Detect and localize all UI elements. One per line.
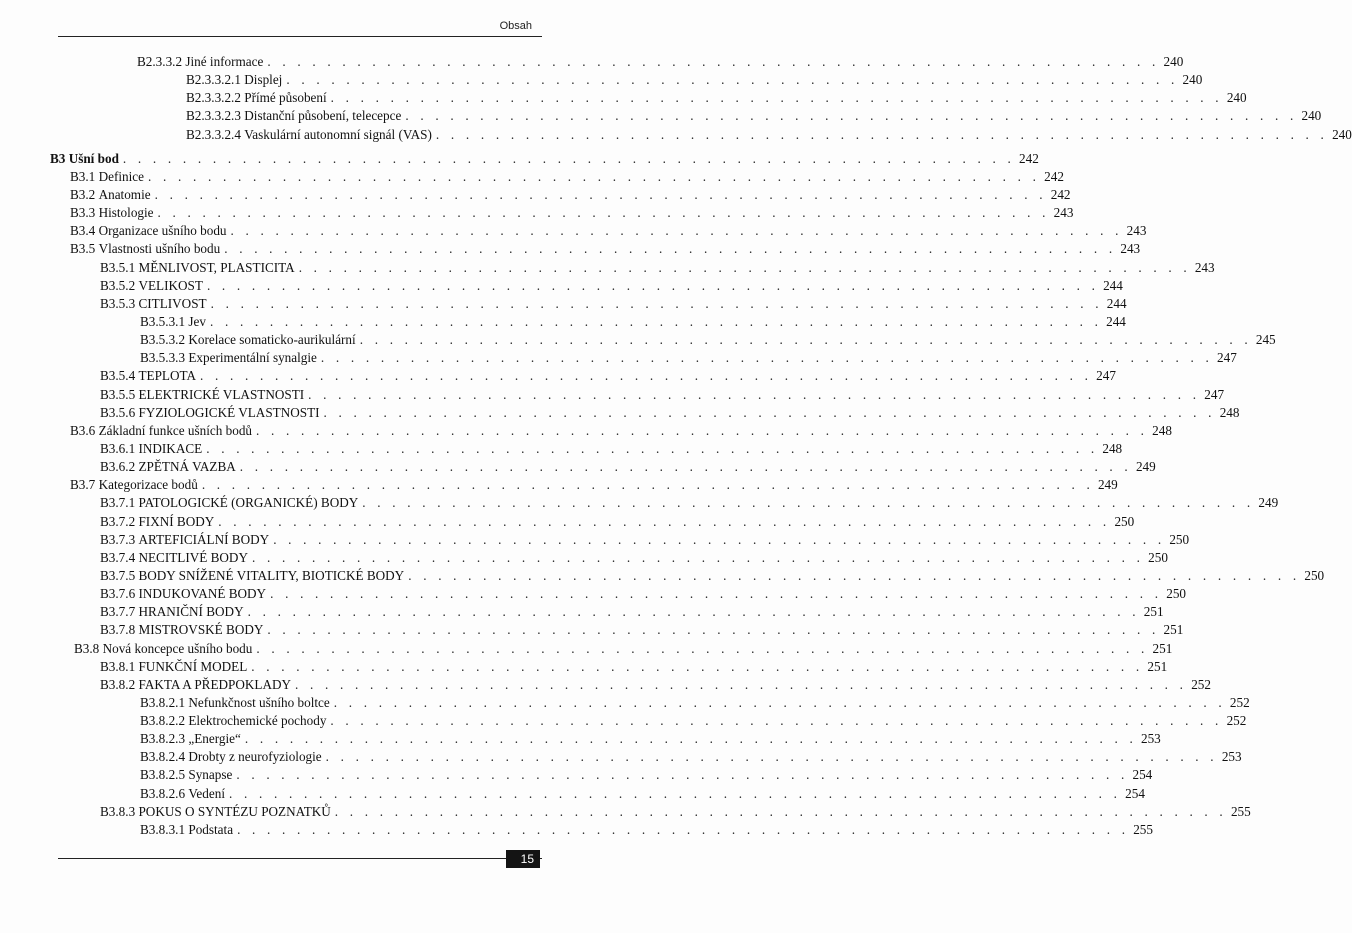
toc-entry-number: B3.2: [70, 186, 96, 202]
toc-row: [0, 730, 1161, 748]
toc-row: [0, 476, 1118, 494]
toc-entry-number: B3.5: [70, 241, 96, 257]
dot-leader: . . . . . . . . . . . . . . . . . . . . . . . . . . . . . . . . . . . . . . . . . . . . . . . . . . . . . . . . . . . .: [325, 749, 1218, 765]
toc-entry[interactable]: [100, 259, 1215, 277]
toc-entry[interactable]: [140, 748, 1242, 766]
toc-entry-title: POKUS O SYNTÉZU POZNATKŮ: [138, 803, 331, 819]
toc-entry[interactable]: [140, 349, 1237, 367]
toc-entry-number: B3.8.2.3: [140, 731, 186, 747]
dot-leader: . . . . . . . . . . . . . . . . . . . . . . . . . . . . . . . . . . . . . . . . . . . . . . . . . . . . . . . . . . . .: [267, 54, 1160, 69]
toc-entry-title: HRANIČNÍ BODY: [138, 604, 244, 620]
toc-entry[interactable]: [70, 240, 1141, 258]
toc-entry-title: Podstata: [188, 821, 234, 837]
toc-entry-page: 244: [1106, 295, 1127, 311]
toc-entry-page: 244: [1103, 277, 1123, 293]
toc-entry[interactable]: [100, 458, 1156, 476]
dot-leader: . . . . . . . . . . . . . . . . . . . . . . . . . . . . . . . . . . . . . . . . . . . . . . . . . . . . . . . . . . . .: [210, 295, 1103, 311]
toc-entry-title: FUNKČNÍ MODEL: [138, 658, 248, 674]
toc-entry-page: 250: [1114, 513, 1135, 529]
toc-entry-number: B3.7.8: [100, 622, 136, 638]
toc-entry-page: 249: [1135, 459, 1156, 475]
toc-entry-title: „Energie“: [188, 731, 241, 747]
dot-leader: . . . . . . . . . . . . . . . . . . . . . . . . . . . . . . . . . . . . . . . . . . . . . . . . . . . . . . . . . . . .: [228, 785, 1122, 801]
toc-entry-number: B3.5.3: [100, 295, 136, 311]
toc-entry-page: 252: [1226, 713, 1247, 729]
toc-entry-title: FYZIOLOGICKÉ VLASTNOSTI: [138, 404, 320, 420]
dot-leader: . . . . . . . . . . . . . . . . . . . . . . . . . . . . . . . . . . . . . . . . . . . . . . . . . . . . . . . . . . . .: [273, 531, 1166, 547]
toc-entry[interactable]: [186, 126, 1352, 144]
toc-entry[interactable]: [100, 367, 1116, 385]
toc-entry-number: B3.8.1: [100, 658, 136, 674]
toc-entry-number: B3.7.7: [100, 604, 136, 620]
toc-row: [0, 150, 1039, 168]
toc-entry-page: 245: [1255, 332, 1276, 348]
toc-entry[interactable]: [74, 640, 1173, 658]
toc-entry-number: B3.5.6: [100, 404, 136, 420]
toc-entry-page: 252: [1229, 694, 1250, 710]
toc-row: [0, 204, 1074, 222]
dot-leader: . . . . . . . . . . . . . . . . . . . . . . . . . . . . . . . . . . . . . . . . . . . . . . . . . . . . . . . . . . . .: [295, 676, 1188, 692]
toc-entry-title: Drobty z neurofyziologie: [188, 749, 322, 765]
toc-entry-title: Vedení: [188, 785, 225, 801]
toc-entry[interactable]: [100, 513, 1135, 531]
toc-row: [0, 422, 1172, 440]
toc-entry-number: B3.7.1: [100, 495, 136, 511]
toc-entry-number: B3.7.3: [100, 531, 136, 547]
toc-entry[interactable]: [100, 585, 1186, 603]
running-header: Obsah: [499, 20, 532, 32]
toc-row: [0, 222, 1147, 240]
toc-entry-number: B3.5.3.2: [140, 332, 186, 348]
toc-entry-number: B3.5.3.3: [140, 350, 186, 366]
dot-leader: . . . . . . . . . . . . . . . . . . . . . . . . . . . . . . . . . . . . . . . . . . . . . . . . . . . . . . . . . . . .: [308, 386, 1201, 402]
toc-entry-number: B2.3.3.2.1: [186, 72, 241, 88]
toc-entry[interactable]: [140, 313, 1126, 331]
toc-entry-number: B3.8.2.1: [140, 694, 186, 710]
toc-row: [0, 621, 1184, 639]
toc-row: [0, 168, 1064, 186]
toc-entry-title: Nefunkčnost ušního boltce: [188, 694, 330, 710]
toc-entry-title: NECITLIVÉ BODY: [138, 549, 248, 565]
toc-row: [0, 803, 1251, 821]
toc-entry[interactable]: [140, 730, 1161, 748]
dot-leader: . . . . . . . . . . . . . . . . . . . . . . . . . . . . . . . . . . . . . . . . . . . . . . . . . . . . . . . . . . . .: [323, 404, 1216, 420]
toc-entry-title: FIXNÍ BODY: [138, 513, 215, 529]
toc-entry-number: B3.5.3.1: [140, 313, 186, 329]
toc-entry-title: Elektrochemické pochody: [188, 713, 327, 729]
dot-leader: . . . . . . . . . . . . . . . . . . . . . . . . . . . . . . . . . . . . . . . . . . . . . . . . . . . . . . . . . . . .: [330, 713, 1223, 729]
toc-entry-page: 255: [1133, 821, 1153, 837]
toc-entry[interactable]: [186, 107, 1322, 125]
toc-entry-title: Experimentální synalgie: [188, 350, 317, 366]
toc-entry-title: Vaskulární autonomní signál (VAS): [244, 126, 432, 142]
dot-leader: . . . . . . . . . . . . . . . . . . . . . . . . . . . . . . . . . . . . . . . . . . . . . . . . . . . . . . . . . . . .: [359, 332, 1252, 348]
toc-entry[interactable]: [70, 476, 1118, 494]
toc-entry-number: B3.3: [70, 205, 96, 221]
toc-row: [0, 513, 1135, 531]
toc-entry[interactable]: [100, 676, 1211, 694]
toc-entry-page: 240: [1226, 90, 1247, 106]
toc-entry-title: INDUKOVANÉ BODY: [138, 586, 267, 602]
toc-entry-number: B2.3.3.2.2: [186, 90, 241, 106]
dot-leader: . . . . . . . . . . . . . . . . . . . . . . . . . . . . . . . . . . . . . . . . . . . . . . . . . . . . . . . . . . . .: [405, 108, 1298, 124]
toc-row: [0, 821, 1153, 839]
dot-leader: . . . . . . . . . . . . . . . . . . . . . . . . . . . . . . . . . . . . . . . . . . . . . . . . . . . . . . . . . . . .: [122, 150, 1016, 166]
toc-entry[interactable]: [140, 694, 1250, 712]
toc-entry-number: B3.6.2: [100, 459, 136, 475]
toc-entry-title: MĚNLIVOST, PLASTICITA: [138, 259, 295, 275]
toc-row: [0, 640, 1173, 658]
toc-row: [0, 259, 1215, 277]
toc-entry[interactable]: [70, 186, 1071, 204]
toc-entry-number: B3.7.6: [100, 586, 136, 602]
toc-entry-title: Distanční působení, telecepce: [244, 108, 402, 124]
dot-leader: . . . . . . . . . . . . . . . . . . . . . . . . . . . . . . . . . . . . . . . . . . . . . . . . . . . . . . . . . . . .: [209, 313, 1103, 329]
toc-entry-page: 249: [1258, 495, 1279, 511]
toc-entry-page: 253: [1221, 749, 1242, 765]
dot-leader: . . . . . . . . . . . . . . . . . . . . . . . . . . . . . . . . . . . . . . . . . . . . . . . . . . . . . . . . . . . .: [251, 658, 1144, 674]
toc-entry[interactable]: [100, 531, 1190, 549]
toc-entry-number: B3.8.2: [100, 676, 136, 692]
toc-entry-number: B3.4: [70, 223, 96, 239]
dot-leader: . . . . . . . . . . . . . . . . . . . . . . . . . . . . . . . . . . . . . . . . . . . . . . . . . . . . . . . . . . . .: [256, 640, 1149, 656]
toc-entry[interactable]: [100, 386, 1225, 404]
toc-entry-number: B3.7.4: [100, 549, 136, 565]
toc-row: [0, 277, 1123, 295]
toc-row: [0, 585, 1186, 603]
toc-entry-page: 250: [1166, 586, 1186, 602]
toc-row: [0, 440, 1123, 458]
dot-leader: . . . . . . . . . . . . . . . . . . . . . . . . . . . . . . . . . . . . . . . . . . . . . . . . . . . . . . . . . . . .: [256, 422, 1149, 438]
dot-leader: . . . . . . . . . . . . . . . . . . . . . . . . . . . . . . . . . . . . . . . . . . . . . . . . . . . . . . . . . . . .: [218, 513, 1111, 529]
toc-row: [0, 567, 1325, 585]
toc-entry-number: B3.8.2.6: [140, 785, 186, 801]
toc-entry[interactable]: [140, 785, 1145, 803]
toc-entry-page: 251: [1163, 622, 1184, 638]
toc-row: [0, 766, 1153, 784]
toc-entry-title: Vlastnosti ušního bodu: [98, 241, 221, 257]
toc-entry-number: B3.8.2.4: [140, 749, 186, 765]
toc-entry-page: 250: [1304, 567, 1325, 583]
toc-entry[interactable]: [140, 331, 1276, 349]
dot-leader: . . . . . . . . . . . . . . . . . . . . . . . . . . . . . . . . . . . . . . . . . . . . . . . . . . . . . . . . . . . .: [201, 477, 1094, 493]
toc-entry[interactable]: [140, 712, 1247, 730]
dot-leader: . . . . . . . . . . . . . . . . . . . . . . . . . . . . . . . . . . . . . . . . . . . . . . . . . . . . . . . . . . . .: [362, 495, 1255, 511]
footer-rule: [58, 858, 542, 859]
dot-leader: . . . . . . . . . . . . . . . . . . . . . . . . . . . . . . . . . . . . . . . . . . . . . . . . . . . . . . . . . . . .: [200, 368, 1093, 384]
toc-row: [0, 186, 1071, 204]
page-number: 15: [506, 850, 540, 868]
toc-row: [0, 494, 1279, 512]
toc-entry-page: 251: [1143, 604, 1164, 620]
toc-row: [0, 71, 1203, 89]
toc-entry-page: 254: [1132, 767, 1153, 783]
toc-entry-title: INDIKACE: [138, 440, 203, 456]
toc-entry-title: ZPĚTNÁ VAZBA: [138, 459, 236, 475]
toc-entry-number: B3.6: [70, 422, 96, 438]
toc-row: [0, 126, 1352, 144]
toc-entry[interactable]: [100, 440, 1123, 458]
dot-leader: . . . . . . . . . . . . . . . . . . . . . . . . . . . . . . . . . . . . . . . . . . . . . . . . . . . . . . . . . . . .: [230, 223, 1123, 239]
toc-row: [0, 89, 1247, 107]
toc-entry-title: FAKTA A PŘEDPOKLADY: [138, 676, 292, 692]
toc-entry[interactable]: [70, 422, 1172, 440]
toc-row: [0, 107, 1322, 125]
dot-leader: . . . . . . . . . . . . . . . . . . . . . . . . . . . . . . . . . . . . . . . . . . . . . . . . . . . . . . . . . . . .: [333, 694, 1226, 710]
toc-entry-title: CITLIVOST: [138, 295, 207, 311]
toc-entry-title: Kategorizace bodů: [98, 477, 198, 493]
toc-entry-number: B3.5.4: [100, 368, 136, 384]
toc-row: [0, 712, 1247, 730]
table-of-contents: [0, 53, 1352, 839]
dot-leader: . . . . . . . . . . . . . . . . . . . . . . . . . . . . . . . . . . . . . . . . . . . . . . . . . . . . . . . . . . . .: [157, 205, 1050, 221]
dot-leader: . . . . . . . . . . . . . . . . . . . . . . . . . . . . . . . . . . . . . . . . . . . . . . . . . . . . . . . . . . . .: [286, 72, 1179, 88]
dot-leader: . . . . . . . . . . . . . . . . . . . . . . . . . . . . . . . . . . . . . . . . . . . . . . . . . . . . . . . . . . . .: [147, 168, 1041, 184]
toc-entry-page: 251: [1152, 640, 1173, 656]
toc-entry-number: B3.6.1: [100, 440, 136, 456]
toc-row: [0, 531, 1190, 549]
toc-entry-page: 250: [1169, 531, 1190, 547]
toc-entry-title: PATOLOGICKÉ (ORGANICKÉ) BODY: [138, 495, 359, 511]
dot-leader: . . . . . . . . . . . . . . . . . . . . . . . . . . . . . . . . . . . . . . . . . . . . . . . . . . . . . . . . . . . .: [435, 126, 1329, 142]
toc-entry[interactable]: [100, 295, 1127, 313]
toc-entry-number: B3.5.1: [100, 259, 136, 275]
dot-leader: . . . . . . . . . . . . . . . . . . . . . . . . . . . . . . . . . . . . . . . . . . . . . . . . . . . . . . . . . . . .: [247, 604, 1140, 620]
dot-leader: . . . . . . . . . . . . . . . . . . . . . . . . . . . . . . . . . . . . . . . . . . . . . . . . . . . . . . . . . . . .: [270, 586, 1163, 602]
toc-entry[interactable]: [137, 53, 1184, 71]
dot-leader: . . . . . . . . . . . . . . . . . . . . . . . . . . . . . . . . . . . . . . . . . . . . . . . . . . . . . . . . . . . .: [239, 459, 1132, 475]
toc-entry-page: 240: [1182, 72, 1203, 88]
toc-row: [0, 603, 1164, 621]
toc-entry-number: B3.5.2: [100, 277, 136, 293]
toc-entry-page: 240: [1163, 54, 1184, 69]
toc-entry-page: 243: [1194, 259, 1215, 275]
toc-entry-page: 249: [1097, 477, 1118, 493]
toc-entry-number: B2.3.3.2: [137, 54, 183, 69]
toc-entry-number: B2.3.3.2.4: [186, 126, 241, 142]
dot-leader: . . . . . . . . . . . . . . . . . . . . . . . . . . . . . . . . . . . . . . . . . . . . . . . . . . . . . . . . . . . .: [334, 803, 1227, 819]
dot-leader: . . . . . . . . . . . . . . . . . . . . . . . . . . . . . . . . . . . . . . . . . . . . . . . . . . . . . . . . . . . .: [251, 549, 1145, 565]
toc-entry-page: 255: [1230, 803, 1251, 819]
toc-row: [0, 785, 1145, 803]
toc-entry-title: Jev: [188, 313, 206, 329]
toc-entry-page: 248: [1219, 404, 1240, 420]
toc-row: [0, 404, 1240, 422]
toc-entry-title: Nová koncepce ušního bodu: [102, 640, 253, 656]
toc-entry-title: Korelace somaticko-aurikulární: [188, 332, 356, 348]
toc-entry-title: Anatomie: [98, 186, 151, 202]
toc-entry[interactable]: [100, 549, 1168, 567]
dot-leader: . . . . . . . . . . . . . . . . . . . . . . . . . . . . . . . . . . . . . . . . . . . . . . . . . . . . . . . . . . . .: [320, 350, 1214, 366]
toc-entry[interactable]: [100, 567, 1325, 585]
toc-entry-title: TEPLOTA: [138, 368, 197, 384]
toc-entry-title: Histologie: [98, 205, 154, 221]
dot-leader: . . . . . . . . . . . . . . . . . . . . . . . . . . . . . . . . . . . . . . . . . . . . . . . . . . . . . . . . . . . .: [237, 821, 1130, 837]
toc-row: [0, 295, 1127, 313]
dot-leader: . . . . . . . . . . . . . . . . . . . . . . . . . . . . . . . . . . . . . . . . . . . . . . . . . . . . . . . . . . . .: [330, 90, 1223, 106]
toc-entry[interactable]: [100, 277, 1123, 295]
toc-entry[interactable]: [140, 821, 1153, 839]
header-rule: [58, 36, 542, 37]
toc-entry-number: B3.8.3.1: [140, 821, 186, 837]
toc-entry-page: 251: [1147, 658, 1168, 674]
toc-row: [0, 748, 1242, 766]
toc-entry-page: 248: [1102, 440, 1123, 456]
dot-leader: . . . . . . . . . . . . . . . . . . . . . . . . . . . . . . . . . . . . . . . . . . . . . . . . . . . . . . . . . . . .: [224, 241, 1117, 257]
toc-row: [0, 658, 1168, 676]
dot-leader: . . . . . . . . . . . . . . . . . . . . . . . . . . . . . . . . . . . . . . . . . . . . . . . . . . . . . . . . . . . .: [236, 767, 1129, 783]
toc-entry-page: 242: [1050, 186, 1071, 202]
toc-entry[interactable]: [186, 71, 1203, 89]
toc-row: [0, 676, 1211, 694]
toc-entry[interactable]: [100, 494, 1279, 512]
toc-entry-page: 243: [1120, 241, 1141, 257]
toc-row: [0, 53, 1184, 71]
toc-row: [0, 367, 1116, 385]
toc-entry[interactable]: [70, 204, 1074, 222]
toc-entry-title: Přímé působení: [244, 90, 327, 106]
toc-entry-title: Organizace ušního bodu: [98, 223, 227, 239]
toc-entry[interactable]: [100, 404, 1240, 422]
toc-row: [0, 386, 1225, 404]
toc-entry-number: B3.8.3: [100, 803, 136, 819]
toc-entry[interactable]: [100, 621, 1184, 639]
toc-row: [0, 240, 1141, 258]
toc-entry[interactable]: [100, 803, 1251, 821]
toc-entry-page: 240: [1332, 126, 1352, 142]
toc-entry-title: Jiné informace: [185, 54, 264, 69]
toc-entry-number: B3: [50, 150, 66, 166]
dot-leader: . . . . . . . . . . . . . . . . . . . . . . . . . . . . . . . . . . . . . . . . . . . . . . . . . . . . . . . . . . . .: [206, 277, 1100, 293]
toc-entry[interactable]: [100, 603, 1164, 621]
toc-entry-page: 243: [1053, 205, 1074, 221]
toc-entry-title: MISTROVSKÉ BODY: [138, 622, 264, 638]
toc-entry-page: 240: [1301, 108, 1322, 124]
toc-entry[interactable]: [70, 222, 1147, 240]
toc-entry[interactable]: [100, 658, 1168, 676]
toc-entry-number: B3.8.2.5: [140, 767, 186, 783]
toc-row: [0, 349, 1237, 367]
toc-entry-page: 244: [1106, 313, 1126, 329]
toc-entry-page: 247: [1204, 386, 1225, 402]
toc-entry[interactable]: [50, 150, 1039, 168]
toc-entry[interactable]: [140, 766, 1153, 784]
dot-leader: . . . . . . . . . . . . . . . . . . . . . . . . . . . . . . . . . . . . . . . . . . . . . . . . . . . . . . . . . . . .: [298, 259, 1191, 275]
toc-entry-page: 250: [1148, 549, 1168, 565]
toc-entry-page: 247: [1217, 350, 1237, 366]
toc-entry-number: B3.7.2: [100, 513, 136, 529]
toc-entry[interactable]: [186, 89, 1247, 107]
toc-entry-page: 254: [1125, 785, 1145, 801]
toc-entry-page: 243: [1126, 223, 1147, 239]
dot-leader: . . . . . . . . . . . . . . . . . . . . . . . . . . . . . . . . . . . . . . . . . . . . . . . . . . . . . . . . . . . .: [267, 622, 1160, 638]
toc-entry-title: Ušní bod: [68, 150, 119, 166]
toc-entry-page: 252: [1191, 676, 1211, 692]
dot-leader: . . . . . . . . . . . . . . . . . . . . . . . . . . . . . . . . . . . . . . . . . . . . . . . . . . . . . . . . . . . .: [244, 731, 1137, 747]
toc-entry-title: Displej: [244, 72, 283, 88]
toc-entry-number: B3.8: [74, 640, 100, 656]
toc-entry-page: 242: [1019, 150, 1039, 166]
dot-leader: . . . . . . . . . . . . . . . . . . . . . . . . . . . . . . . . . . . . . . . . . . . . . . . . . . . . . . . . . . . .: [408, 567, 1301, 583]
toc-entry-number: B3.1: [70, 168, 96, 184]
toc-row: [0, 331, 1276, 349]
toc-row: [0, 313, 1126, 331]
toc-entry-title: ARTEFICIÁLNÍ BODY: [138, 531, 270, 547]
toc-entry-title: Synapse: [188, 767, 233, 783]
dot-leader: . . . . . . . . . . . . . . . . . . . . . . . . . . . . . . . . . . . . . . . . . . . . . . . . . . . . . . . . . . . .: [206, 440, 1099, 456]
toc-entry-number: B3.7.5: [100, 567, 136, 583]
toc-entry-page: 248: [1152, 422, 1172, 438]
toc-entry-title: Definice: [98, 168, 144, 184]
toc-entry-number: B3.8.2.2: [140, 713, 186, 729]
toc-entry-title: BODY SNÍŽENÉ VITALITY, BIOTICKÉ BODY: [138, 567, 405, 583]
toc-entry-number: B3.7: [70, 477, 96, 493]
toc-entry-page: 247: [1096, 368, 1116, 384]
dot-leader: . . . . . . . . . . . . . . . . . . . . . . . . . . . . . . . . . . . . . . . . . . . . . . . . . . . . . . . . . . . .: [154, 186, 1047, 202]
toc-entry-number: B2.3.3.2.3: [186, 108, 241, 124]
toc-entry-page: 253: [1140, 731, 1161, 747]
toc-row: [0, 694, 1250, 712]
toc-entry-number: B3.5.5: [100, 386, 136, 402]
toc-entry-title: Základní funkce ušních bodů: [98, 422, 253, 438]
toc-entry-title: VELIKOST: [138, 277, 203, 293]
toc-row: [0, 549, 1168, 567]
toc-row: [0, 458, 1156, 476]
toc-entry-title: ELEKTRICKÉ VLASTNOSTI: [138, 386, 305, 402]
toc-entry-page: 242: [1044, 168, 1064, 184]
toc-entry[interactable]: [70, 168, 1064, 186]
